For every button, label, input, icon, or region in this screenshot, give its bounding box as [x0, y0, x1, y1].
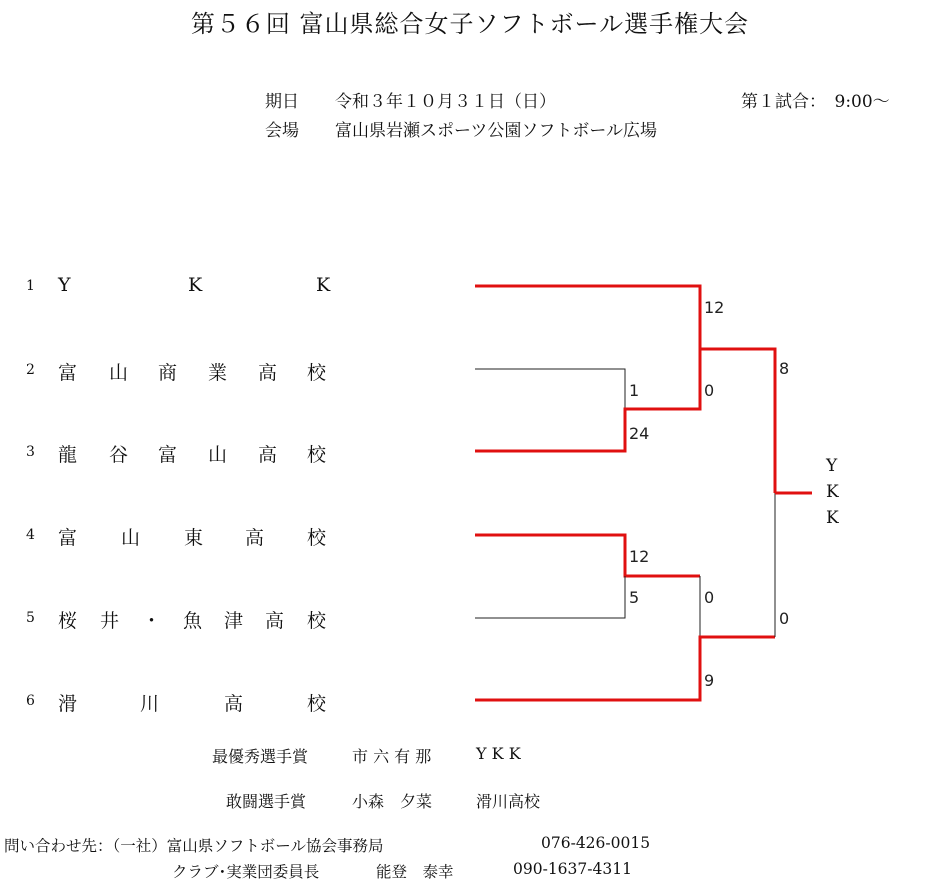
champion-char: K [826, 508, 839, 528]
team-name-char: 高 [245, 527, 265, 549]
bracket-line-team5 [475, 576, 625, 618]
team-name-char: 山 [121, 527, 141, 549]
team-name-char: 高 [258, 362, 278, 384]
team-name-char: 校 [307, 527, 327, 549]
bracket-line-sf1-win [700, 349, 775, 493]
champion-char: K [826, 482, 839, 502]
team-name-char: K [188, 274, 203, 296]
team-number: 5 [26, 610, 35, 626]
team-name-char: 井 [100, 610, 120, 632]
team-name-char: Y [58, 274, 71, 296]
bracket-line-team2 [475, 369, 625, 451]
team-name-char: 富 [58, 527, 78, 549]
team-name-char: 津 [224, 610, 244, 632]
first-game-time: 第１試合： 9:00～ [741, 92, 890, 112]
team-name-char: 校 [307, 693, 327, 715]
mvp-name: 市 六 有 那 [352, 747, 432, 766]
score-sf1-bottom: 0 [704, 381, 715, 400]
page-title: 第５６回 富山県総合女子ソフトボール選手権大会 [190, 10, 750, 38]
bracket-line-team1 [475, 286, 700, 349]
team-name-char: 魚 [183, 610, 203, 632]
team-name-char: ・ [142, 610, 162, 632]
team-name-char: 校 [307, 610, 327, 632]
team-name-char: 谷 [109, 444, 129, 466]
contact-phone-office: 076-426-0015 [541, 834, 651, 852]
team-name-char: 校 [307, 444, 327, 466]
team-name-char: 東 [184, 527, 204, 549]
team-number: 3 [26, 444, 35, 460]
team-number: 2 [26, 362, 35, 378]
team-name-char: 川 [140, 693, 160, 715]
fighting-spirit-team: 滑川高校 [476, 792, 541, 811]
date-value: 令和３年１０月３１日（日） [335, 92, 556, 112]
fighting-spirit-label: 敢闘選手賞 [226, 792, 307, 811]
score-m1-bottom: 24 [629, 424, 650, 443]
team-number: 6 [26, 693, 35, 709]
mvp-team: Y K K [476, 744, 521, 763]
team-name-char: 商 [158, 362, 178, 384]
score-m1-top: 1 [629, 381, 640, 400]
bracket-line-team4 [475, 535, 700, 576]
score-final-top: 8 [779, 359, 790, 378]
score-sf2-top: 0 [704, 588, 715, 607]
contact-person-title: クラブ･実業団委員長 [172, 863, 320, 881]
team-name-char: 高 [224, 693, 244, 715]
score-m2-top: 12 [629, 547, 650, 566]
team-name-char: 業 [208, 362, 228, 384]
team-name-char: 山 [208, 444, 228, 466]
team-number: 4 [26, 527, 35, 543]
score-sf2-bottom: 9 [704, 671, 715, 690]
bracket-line-team6 [475, 637, 775, 700]
team-name-char: 富 [58, 362, 78, 384]
team-name-char: 高 [258, 444, 278, 466]
team-name-char: 桜 [58, 610, 78, 632]
date-label: 期日 [265, 92, 299, 112]
contact-person-name: 能登 泰幸 [376, 863, 454, 881]
team-name-char: 滑 [58, 693, 78, 715]
team-name-char: 高 [265, 610, 285, 632]
team-name-char: 龍 [58, 444, 78, 466]
team-name-char: 富 [158, 444, 178, 466]
team-number: 1 [26, 278, 35, 294]
team-name-char: K [316, 274, 331, 296]
score-final-bottom: 0 [779, 609, 790, 628]
mvp-label: 最優秀選手賞 [212, 747, 309, 766]
venue-label: 会場 [265, 121, 299, 141]
contact-phone-person: 090-1637-4311 [513, 860, 632, 878]
fighting-spirit-name: 小森 夕菜 [352, 792, 433, 811]
contact-label: 問い合わせ先：（一社）富山県ソフトボール協会事務局 [4, 837, 384, 855]
champion-char: Y [826, 456, 838, 476]
score-m2-bottom: 5 [629, 588, 640, 607]
score-sf1-top: 12 [704, 298, 725, 317]
venue-value: 富山県岩瀬スポーツ公園ソフトボール広場 [335, 121, 657, 141]
bracket-line-team3 [475, 349, 700, 451]
team-name-char: 校 [307, 362, 327, 384]
team-name-char: 山 [109, 362, 129, 384]
